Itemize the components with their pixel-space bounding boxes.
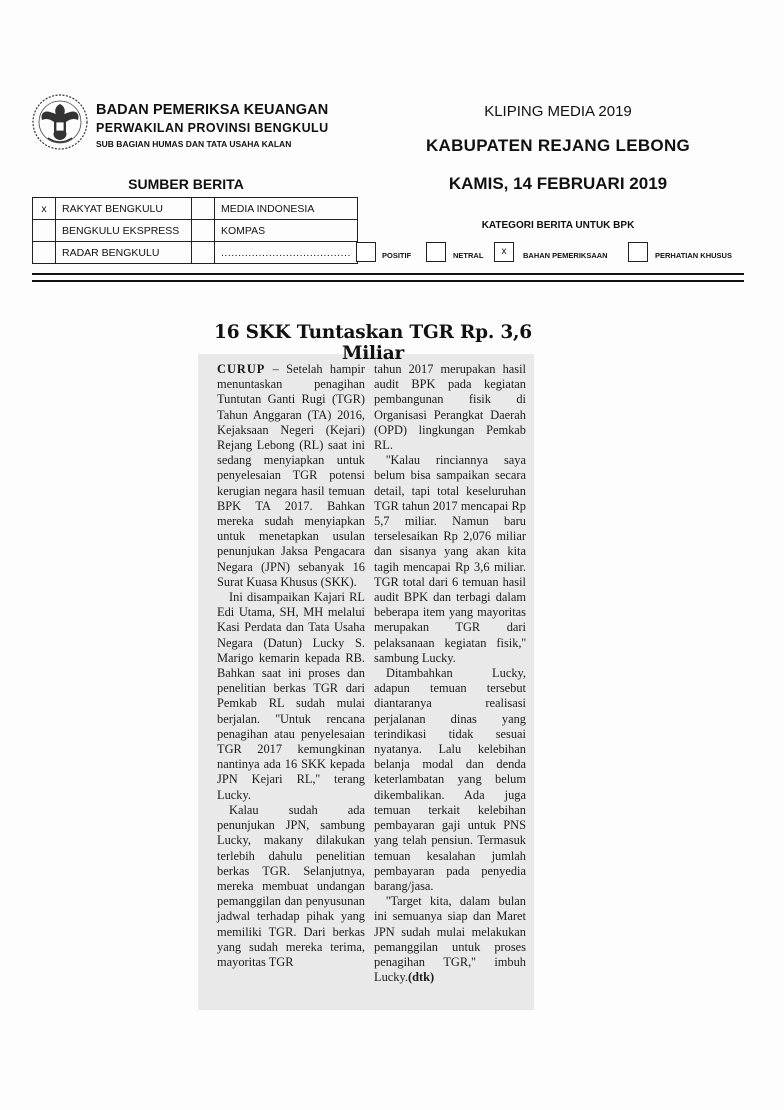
source-name: BENGKULU EKSPRESS (56, 220, 192, 242)
article-paragraph: ''Target kita, dalam bulan ini semuanya siap dan Maret JPN sudah mulai melakukan pemanggilan untuk proses penagihan TGR,'' imbuh Lucky.(dtk) (374, 894, 526, 985)
category-checkbox-positif (356, 242, 376, 262)
article-paragraph: Ditambahkan Lucky, adapun temuan tersebut diantaranya realisasi perjalanan dinas yang terindikasi tidak sesuai nyatanya. Lalu kelebihan belanja modal dan denda keterlambatan yang belum dikembalikan. Ada juga temuan terkait kelebihan pembayaran gaji untuk PNS yang telah pensiun. Termasuk temuan kesalahan jumlah pembayaran pada penyedia barang/jasa. (374, 666, 526, 893)
source-checkbox (33, 242, 56, 264)
divider (32, 280, 744, 282)
source-name: KOMPAS (215, 220, 358, 242)
article-signoff: (dtk) (407, 970, 435, 985)
document-date: KAMIS, 14 FEBRUARI 2019 (448, 174, 668, 193)
article-column-left (217, 362, 365, 970)
garuda-emblem-icon (30, 92, 90, 152)
category-label: PERHATIAN KHUSUS (655, 251, 732, 260)
article-paragraph: tahun 2017 merupakan hasil audit BPK pada kegiatan pembangunan fisik di Organisasi Perangkat Daerah (OPD) lingkungan Pemkab RL. (374, 362, 526, 453)
category-checkbox-netral (426, 242, 446, 262)
category-heading: KATEGORI BERITA UNTUK BPK (481, 220, 635, 231)
article-dateline: CURUP (217, 362, 266, 376)
sources-row (33, 198, 358, 220)
document-title: KLIPING MEDIA 2019 (484, 103, 632, 120)
source-checkbox (192, 242, 215, 264)
source-name: RADAR BENGKULU (56, 242, 192, 264)
article-headline: 16 SKK Tuntaskan TGR Rp. 3,6 Miliar (214, 322, 532, 364)
divider (32, 273, 744, 275)
article-paragraph: Ini disampaikan Kajari RL Edi Utama, SH, MH melalui Kasi Perdata dan Tata Usaha Negara (Datun) Lucky S. Marigo kemarin kepada RB. Bahkan saat ini proses dan penelitian berkas TGR dari Pemkab RL sudah mulai berjalan. ''Untuk rencana penagihan atau penyelesaian TGR 2017 kemungkinan nantinya ada 16 SKK kepada JPN Kejari RL,'' terang Lucky. (217, 590, 365, 802)
article-column-right (374, 362, 526, 985)
sources-table (32, 197, 358, 264)
category-checkbox-bahan-pemeriksaan: x (494, 242, 514, 262)
org-branch: PERWAKILAN PROVINSI BENGKULU (96, 121, 329, 135)
sources-row (33, 220, 358, 242)
source-checkbox (192, 220, 215, 242)
source-checkbox (33, 220, 56, 242)
article-paragraph: CURUP – Setelah hampir menuntaskan penagihan Tuntutan Ganti Rugi (TGR) Tahun Anggaran (TA) 2016, Kejaksaan Negeri (Kejari) Rejang Lebong (RL) saat ini sedang menyiapkan untuk penyelesaian TGR potensi kerugian negara hasil temuan BPK TA 2017. Bahkan mereka sudah menyiapkan untuk menetapkan usulan penunjukan Jaksa Pengacara Negara (JPN) sebanyak 16 Surat Kuasa Khusus (SKK). (217, 362, 365, 589)
source-name: MEDIA INDONESIA (215, 198, 358, 220)
region-title: KABUPATEN REJANG LEBONG (425, 136, 691, 155)
source-checkbox (192, 198, 215, 220)
source-name-blank: ...................................... (215, 242, 358, 264)
org-name: BADAN PEMERIKSA KEUANGAN (96, 102, 329, 118)
sources-row (33, 242, 358, 264)
category-checkbox-perhatian-khusus (628, 242, 648, 262)
category-label: NETRAL (453, 251, 484, 260)
sources-heading: SUMBER BERITA (128, 176, 244, 192)
source-checkbox: x (33, 198, 56, 220)
category-label: BAHAN PEMERIKSAAN (523, 251, 608, 260)
org-unit: SUB BAGIAN HUMAS DAN TATA USAHA KALAN (96, 139, 292, 149)
category-label: POSITIF (382, 251, 412, 260)
source-name: RAKYAT BENGKULU (56, 198, 192, 220)
article-paragraph: ''Kalau rinciannya saya belum bisa sampaikan secara detail, tapi total keseluruhan TGR tahun 2017 mencapai Rp 5,7 miliar. Namun baru terselesaikan Rp 2,076 miliar dan sisanya yang akan kita tagih mencapai Rp 3,6 miliar. TGR total dari 6 temuan hasil audit BPK dan terbagi dalam beberapa item yang mayoritas merupakan TGR dari pelaksanaan kegiatan fisik,'' sambung Lucky. (374, 453, 526, 665)
article-paragraph: Kalau sudah ada penunjukan JPN, sambung Lucky, makany dilakukan terlebih dahulu penelitian berkas TGR. Selanjutnya, mereka membuat undangan pemanggilan dan penyusunan jadwal terhadap pihak yang memiliki TGR. Dari berkas yang sudah mereka terima, mayoritas TGR (217, 802, 365, 969)
